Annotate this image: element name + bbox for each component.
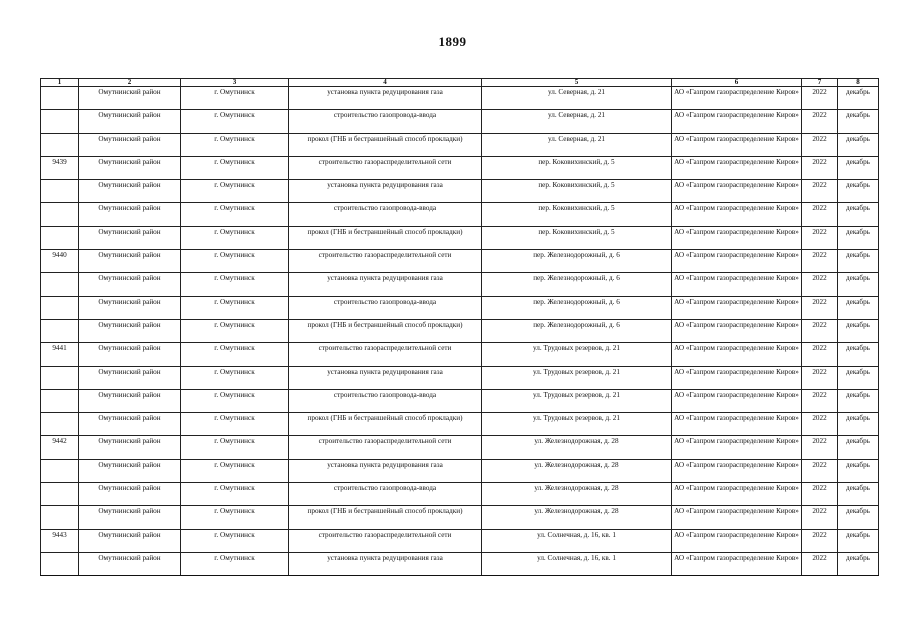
district-cell: Омутнинский район: [79, 110, 181, 133]
locality-cell: г. Омутнинск: [181, 552, 289, 575]
year-cell: 2022: [802, 133, 838, 156]
month-cell: декабрь: [838, 343, 879, 366]
row-number: [41, 180, 79, 203]
table-row: [41, 180, 879, 203]
address-cell: ул. Трудовых резервов, д. 21: [482, 389, 672, 412]
month-cell: декабрь: [838, 506, 879, 529]
district-cell: Омутнинский район: [79, 180, 181, 203]
month-cell: декабрь: [838, 180, 879, 203]
work-type-cell: установка пункта редуцирования газа: [289, 273, 482, 296]
locality-cell: г. Омутнинск: [181, 180, 289, 203]
row-number: [41, 319, 79, 342]
work-type-cell: строительство газопровода-ввода: [289, 203, 482, 226]
district-cell: Омутнинский район: [79, 133, 181, 156]
work-type-cell: строительство газопровода-ввода: [289, 296, 482, 319]
organization-cell: АО «Газпром газораспределение Киров»: [672, 156, 802, 179]
work-type-cell: строительство газораспределительной сети: [289, 529, 482, 552]
district-cell: Омутнинский район: [79, 296, 181, 319]
row-number: [41, 483, 79, 506]
address-cell: ул. Солнечная, д. 16, кв. 1: [482, 552, 672, 575]
table-row: [41, 483, 879, 506]
organization-cell: АО «Газпром газораспределение Киров»: [672, 133, 802, 156]
locality-cell: г. Омутнинск: [181, 343, 289, 366]
district-cell: Омутнинский район: [79, 529, 181, 552]
table-header-row: [41, 79, 879, 87]
work-type-cell: прокол (ГНБ и бестраншейный способ прокладки): [289, 319, 482, 342]
table-row: [41, 203, 879, 226]
row-number: [41, 459, 79, 482]
table-row: [41, 459, 879, 482]
column-header: 8: [838, 79, 879, 87]
row-number: [41, 389, 79, 412]
district-cell: Омутнинский район: [79, 366, 181, 389]
organization-cell: АО «Газпром газораспределение Киров»: [672, 413, 802, 436]
organization-cell: АО «Газпром газораспределение Киров»: [672, 483, 802, 506]
column-header: 2: [79, 79, 181, 87]
locality-cell: г. Омутнинск: [181, 366, 289, 389]
year-cell: 2022: [802, 156, 838, 179]
address-cell: ул. Трудовых резервов, д. 21: [482, 413, 672, 436]
address-cell: пер. Коковихинский, д. 5: [482, 203, 672, 226]
month-cell: декабрь: [838, 436, 879, 459]
table-row: [41, 319, 879, 342]
organization-cell: АО «Газпром газораспределение Киров»: [672, 203, 802, 226]
address-cell: ул. Северная, д. 21: [482, 87, 672, 110]
organization-cell: АО «Газпром газораспределение Киров»: [672, 180, 802, 203]
locality-cell: г. Омутнинск: [181, 506, 289, 529]
column-header: 3: [181, 79, 289, 87]
address-cell: ул. Железнодорожная, д. 28: [482, 459, 672, 482]
table-row: [41, 343, 879, 366]
year-cell: 2022: [802, 343, 838, 366]
work-type-cell: строительство газопровода-ввода: [289, 110, 482, 133]
address-cell: пер. Коковихинский, д. 5: [482, 180, 672, 203]
organization-cell: АО «Газпром газораспределение Киров»: [672, 250, 802, 273]
district-cell: Омутнинский район: [79, 436, 181, 459]
month-cell: декабрь: [838, 133, 879, 156]
month-cell: декабрь: [838, 552, 879, 575]
district-cell: Омутнинский район: [79, 413, 181, 436]
organization-cell: АО «Газпром газораспределение Киров»: [672, 319, 802, 342]
month-cell: декабрь: [838, 226, 879, 249]
month-cell: декабрь: [838, 389, 879, 412]
table-row: [41, 87, 879, 110]
row-number: [41, 366, 79, 389]
year-cell: 2022: [802, 366, 838, 389]
district-cell: Омутнинский район: [79, 273, 181, 296]
work-type-cell: прокол (ГНБ и бестраншейный способ прокладки): [289, 506, 482, 529]
month-cell: декабрь: [838, 203, 879, 226]
work-type-cell: установка пункта редуцирования газа: [289, 180, 482, 203]
year-cell: 2022: [802, 203, 838, 226]
row-number: [41, 296, 79, 319]
row-number: [41, 110, 79, 133]
organization-cell: АО «Газпром газораспределение Киров»: [672, 436, 802, 459]
table-row: [41, 226, 879, 249]
year-cell: 2022: [802, 250, 838, 273]
locality-cell: г. Омутнинск: [181, 296, 289, 319]
row-number: 9442: [41, 436, 79, 459]
locality-cell: г. Омутнинск: [181, 436, 289, 459]
work-type-cell: прокол (ГНБ и бестраншейный способ прокладки): [289, 133, 482, 156]
locality-cell: г. Омутнинск: [181, 133, 289, 156]
row-number: 9443: [41, 529, 79, 552]
table-row: [41, 133, 879, 156]
table-row: [41, 506, 879, 529]
table-row: [41, 413, 879, 436]
address-cell: ул. Железнодорожная, д. 28: [482, 506, 672, 529]
organization-cell: АО «Газпром газораспределение Киров»: [672, 529, 802, 552]
row-number: [41, 203, 79, 226]
address-cell: пер. Железнодорожный, д. 6: [482, 319, 672, 342]
table-row: [41, 296, 879, 319]
month-cell: декабрь: [838, 459, 879, 482]
district-cell: Омутнинский район: [79, 250, 181, 273]
locality-cell: г. Омутнинск: [181, 459, 289, 482]
district-cell: Омутнинский район: [79, 506, 181, 529]
district-cell: Омутнинский район: [79, 459, 181, 482]
column-header: 6: [672, 79, 802, 87]
organization-cell: АО «Газпром газораспределение Киров»: [672, 273, 802, 296]
organization-cell: АО «Газпром газораспределение Киров»: [672, 366, 802, 389]
district-cell: Омутнинский район: [79, 87, 181, 110]
year-cell: 2022: [802, 180, 838, 203]
month-cell: декабрь: [838, 156, 879, 179]
locality-cell: г. Омутнинск: [181, 529, 289, 552]
locality-cell: г. Омутнинск: [181, 319, 289, 342]
district-cell: Омутнинский район: [79, 319, 181, 342]
address-cell: пер. Коковихинский, д. 5: [482, 226, 672, 249]
work-type-cell: строительство газопровода-ввода: [289, 389, 482, 412]
locality-cell: г. Омутнинск: [181, 250, 289, 273]
locality-cell: г. Омутнинск: [181, 413, 289, 436]
district-cell: Омутнинский район: [79, 226, 181, 249]
year-cell: 2022: [802, 319, 838, 342]
row-number: [41, 133, 79, 156]
locality-cell: г. Омутнинск: [181, 483, 289, 506]
address-cell: ул. Северная, д. 21: [482, 133, 672, 156]
table-row: [41, 250, 879, 273]
year-cell: 2022: [802, 389, 838, 412]
year-cell: 2022: [802, 529, 838, 552]
month-cell: декабрь: [838, 110, 879, 133]
address-cell: ул. Трудовых резервов, д. 21: [482, 343, 672, 366]
month-cell: декабрь: [838, 319, 879, 342]
year-cell: 2022: [802, 506, 838, 529]
month-cell: декабрь: [838, 529, 879, 552]
locality-cell: г. Омутнинск: [181, 389, 289, 412]
address-cell: пер. Коковихинский, д. 5: [482, 156, 672, 179]
address-cell: ул. Железнодорожная, д. 28: [482, 483, 672, 506]
row-number: 9440: [41, 250, 79, 273]
locality-cell: г. Омутнинск: [181, 226, 289, 249]
organization-cell: АО «Газпром газораспределение Киров»: [672, 459, 802, 482]
page-number: 1899: [438, 34, 467, 49]
table-row: [41, 529, 879, 552]
organization-cell: АО «Газпром газораспределение Киров»: [672, 226, 802, 249]
row-number: [41, 87, 79, 110]
district-cell: Омутнинский район: [79, 203, 181, 226]
row-number: 9439: [41, 156, 79, 179]
work-type-cell: прокол (ГНБ и бестраншейный способ прокладки): [289, 226, 482, 249]
table-row: [41, 436, 879, 459]
work-type-cell: строительство газораспределительной сети: [289, 156, 482, 179]
address-cell: ул. Железнодорожная, д. 28: [482, 436, 672, 459]
column-header: 5: [482, 79, 672, 87]
organization-cell: АО «Газпром газораспределение Киров»: [672, 110, 802, 133]
column-header: 7: [802, 79, 838, 87]
work-type-cell: установка пункта редуцирования газа: [289, 366, 482, 389]
table-body: [41, 87, 879, 576]
address-cell: ул. Солнечная, д. 16, кв. 1: [482, 529, 672, 552]
address-cell: пер. Железнодорожный, д. 6: [482, 273, 672, 296]
organization-cell: АО «Газпром газораспределение Киров»: [672, 296, 802, 319]
locality-cell: г. Омутнинск: [181, 110, 289, 133]
month-cell: декабрь: [838, 366, 879, 389]
work-type-cell: строительство газораспределительной сети: [289, 250, 482, 273]
work-type-cell: установка пункта редуцирования газа: [289, 87, 482, 110]
table-row: [41, 273, 879, 296]
row-number: [41, 273, 79, 296]
locality-cell: г. Омутнинск: [181, 87, 289, 110]
work-type-cell: строительство газораспределительной сети: [289, 436, 482, 459]
organization-cell: АО «Газпром газораспределение Киров»: [672, 552, 802, 575]
table-row: [41, 552, 879, 575]
row-number: [41, 506, 79, 529]
locality-cell: г. Омутнинск: [181, 156, 289, 179]
district-cell: Омутнинский район: [79, 483, 181, 506]
district-cell: Омутнинский район: [79, 389, 181, 412]
year-cell: 2022: [802, 483, 838, 506]
month-cell: декабрь: [838, 250, 879, 273]
organization-cell: АО «Газпром газораспределение Киров»: [672, 87, 802, 110]
address-cell: ул. Трудовых резервов, д. 21: [482, 366, 672, 389]
year-cell: 2022: [802, 110, 838, 133]
table-row: [41, 389, 879, 412]
work-type-cell: строительство газораспределительной сети: [289, 343, 482, 366]
district-cell: Омутнинский район: [79, 552, 181, 575]
address-cell: ул. Северная, д. 21: [482, 110, 672, 133]
month-cell: декабрь: [838, 296, 879, 319]
table-row: [41, 366, 879, 389]
district-cell: Омутнинский район: [79, 156, 181, 179]
month-cell: декабрь: [838, 413, 879, 436]
work-type-cell: установка пункта редуцирования газа: [289, 459, 482, 482]
year-cell: 2022: [802, 226, 838, 249]
work-type-cell: установка пункта редуцирования газа: [289, 552, 482, 575]
table-row: [41, 110, 879, 133]
organization-cell: АО «Газпром газораспределение Киров»: [672, 343, 802, 366]
month-cell: декабрь: [838, 483, 879, 506]
year-cell: 2022: [802, 296, 838, 319]
year-cell: 2022: [802, 273, 838, 296]
table-row: [41, 156, 879, 179]
row-number: [41, 226, 79, 249]
locality-cell: г. Омутнинск: [181, 203, 289, 226]
year-cell: 2022: [802, 459, 838, 482]
column-header: 1: [41, 79, 79, 87]
month-cell: декабрь: [838, 273, 879, 296]
row-number: [41, 552, 79, 575]
month-cell: декабрь: [838, 87, 879, 110]
address-cell: пер. Железнодорожный, д. 6: [482, 296, 672, 319]
work-type-cell: прокол (ГНБ и бестраншейный способ прокладки): [289, 413, 482, 436]
district-cell: Омутнинский район: [79, 343, 181, 366]
register-table: [40, 78, 879, 576]
organization-cell: АО «Газпром газораспределение Киров»: [672, 389, 802, 412]
year-cell: 2022: [802, 413, 838, 436]
row-number: [41, 413, 79, 436]
column-header: 4: [289, 79, 482, 87]
work-type-cell: строительство газопровода-ввода: [289, 483, 482, 506]
address-cell: пер. Железнодорожный, д. 6: [482, 250, 672, 273]
row-number: 9441: [41, 343, 79, 366]
locality-cell: г. Омутнинск: [181, 273, 289, 296]
organization-cell: АО «Газпром газораспределение Киров»: [672, 506, 802, 529]
year-cell: 2022: [802, 436, 838, 459]
year-cell: 2022: [802, 552, 838, 575]
year-cell: 2022: [802, 87, 838, 110]
